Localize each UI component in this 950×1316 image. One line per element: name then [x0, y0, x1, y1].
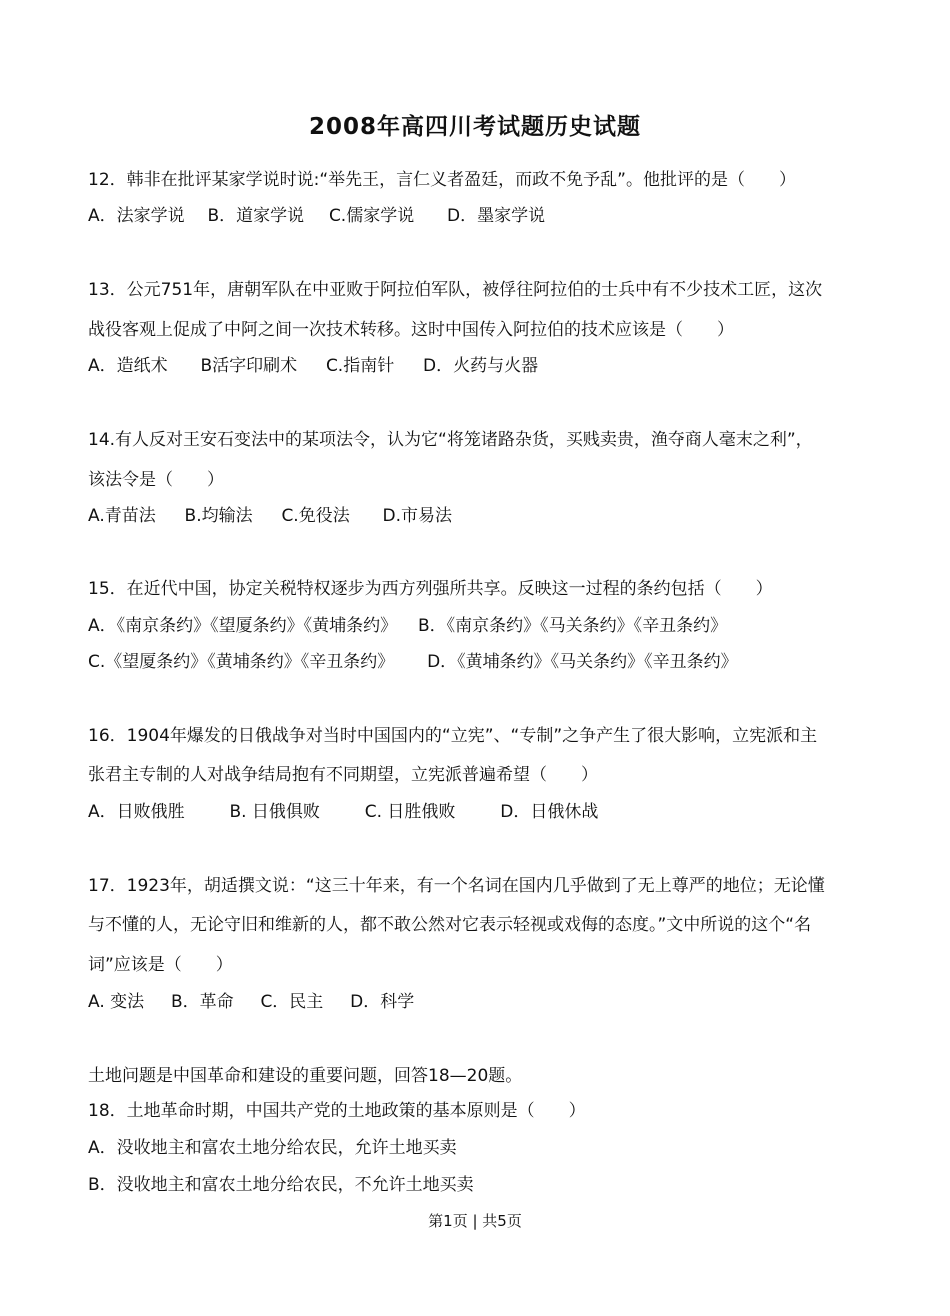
question-14-options [88, 504, 888, 528]
question-14-stem-line1: 14.有人反对王安石变法中的某项法令，认为它“将笼诸路杂货，买贱卖贵，渔夺商人毫末之利”， [88, 430, 813, 450]
section-intro-18-20: 土地问题是中国革命和建设的重要问题，回答18—20题。 [88, 1066, 523, 1086]
option-c: C.免役法 [281, 506, 350, 526]
question-18-stem: 18．土地革命时期，中国共产党的土地政策的基本原则是（ ） [88, 1101, 586, 1121]
question-16-stem-line2: 张君主专制的人对战争结局抱有不同期望，立宪派普遍希望（ ） [88, 765, 598, 785]
option-c: C. 日胜俄败 [364, 802, 456, 822]
option-a: A．法家学说 [88, 206, 185, 226]
option-b: B．《南京条约》《马关条约》《辛丑条约》 [417, 616, 728, 636]
question-18-option-b: B．没收地主和富农土地分给农民，不允许土地买卖 [88, 1175, 474, 1195]
option-a: A. 变法 [88, 992, 145, 1012]
option-d: D.市易法 [382, 506, 453, 526]
option-d: D．《黄埔条约》《马关条约》《辛丑条约》 [427, 652, 738, 672]
question-13-stem-line1: 13．公元751年，唐朝军队在中亚败于阿拉伯军队，被俘往阿拉伯的士兵中有不少技术工匠，这次 [88, 280, 823, 300]
option-c: C．民主 [260, 992, 324, 1012]
question-18-option-a: A．没收地主和富农土地分给农民，允许土地买卖 [88, 1138, 457, 1158]
question-13-options [88, 354, 888, 378]
question-14-stem-line2: 该法令是（ ） [88, 470, 224, 490]
option-a: A．日败俄胜 [88, 802, 185, 822]
option-c: C.《望厦条约》《黄埔条约》《辛丑条约》 [88, 652, 395, 672]
question-16-stem-line1: 16．1904年爆发的日俄战争对当时中国国内的“立宪”、“专制”之争产生了很大影响，立宪派和主 [88, 726, 818, 746]
question-16-options [88, 800, 888, 824]
question-17-stem-line2: 与不懂的人，无论守旧和维新的人，都不敢公然对它表示轻视或戏侮的态度。”文中所说的这个“名 [88, 915, 812, 935]
question-17-stem-line1: 17．1923年，胡适撰文说：“这三十年来，有一个名词在国内几乎做到了无上尊严的地位；无论懂 [88, 876, 825, 896]
option-d: D．日俄休战 [500, 802, 599, 822]
option-a: A.青苗法 [88, 506, 156, 526]
question-17-options [88, 990, 888, 1014]
question-12-stem: 12．韩非在批评某家学说时说:“举先王，言仁义者盈廷，而政不免予乱”。他批评的是（ ） [88, 170, 796, 190]
option-b: B.均输法 [184, 506, 253, 526]
option-b: B．革命 [170, 992, 234, 1012]
question-13-stem-line2: 战役客观上促成了中阿之间一次技术转移。这时中国传入阿拉伯的技术应该是（ ） [88, 320, 734, 340]
option-c: C.儒家学说 [328, 206, 415, 226]
question-17-stem-line3: 词”应该是（ ） [88, 955, 233, 975]
option-d: D．科学 [350, 992, 415, 1012]
option-b: B．道家学说 [207, 206, 305, 226]
option-b: B活字印刷术 [200, 356, 298, 376]
option-d: D．墨家学说 [447, 206, 546, 226]
question-15-options-ab [88, 614, 888, 638]
page-title: 2008年高四川考试题历史试题 [308, 114, 641, 140]
question-12-options [88, 204, 888, 228]
option-a: A．《南京条约》《望厦条约》《黄埔条约》 [88, 616, 398, 636]
option-a: A．造纸术 [88, 356, 168, 376]
page-footer: 第1页 | 共5页 [428, 1212, 522, 1230]
option-d: D．火药与火器 [423, 356, 539, 376]
option-b: B. 日俄俱败 [229, 802, 320, 822]
question-15-options-cd [88, 650, 888, 674]
option-c: C.指南针 [325, 356, 395, 376]
question-15-stem: 15．在近代中国，协定关税特权逐步为西方列强所共享。反映这一过程的条约包括（ ） [88, 579, 773, 599]
